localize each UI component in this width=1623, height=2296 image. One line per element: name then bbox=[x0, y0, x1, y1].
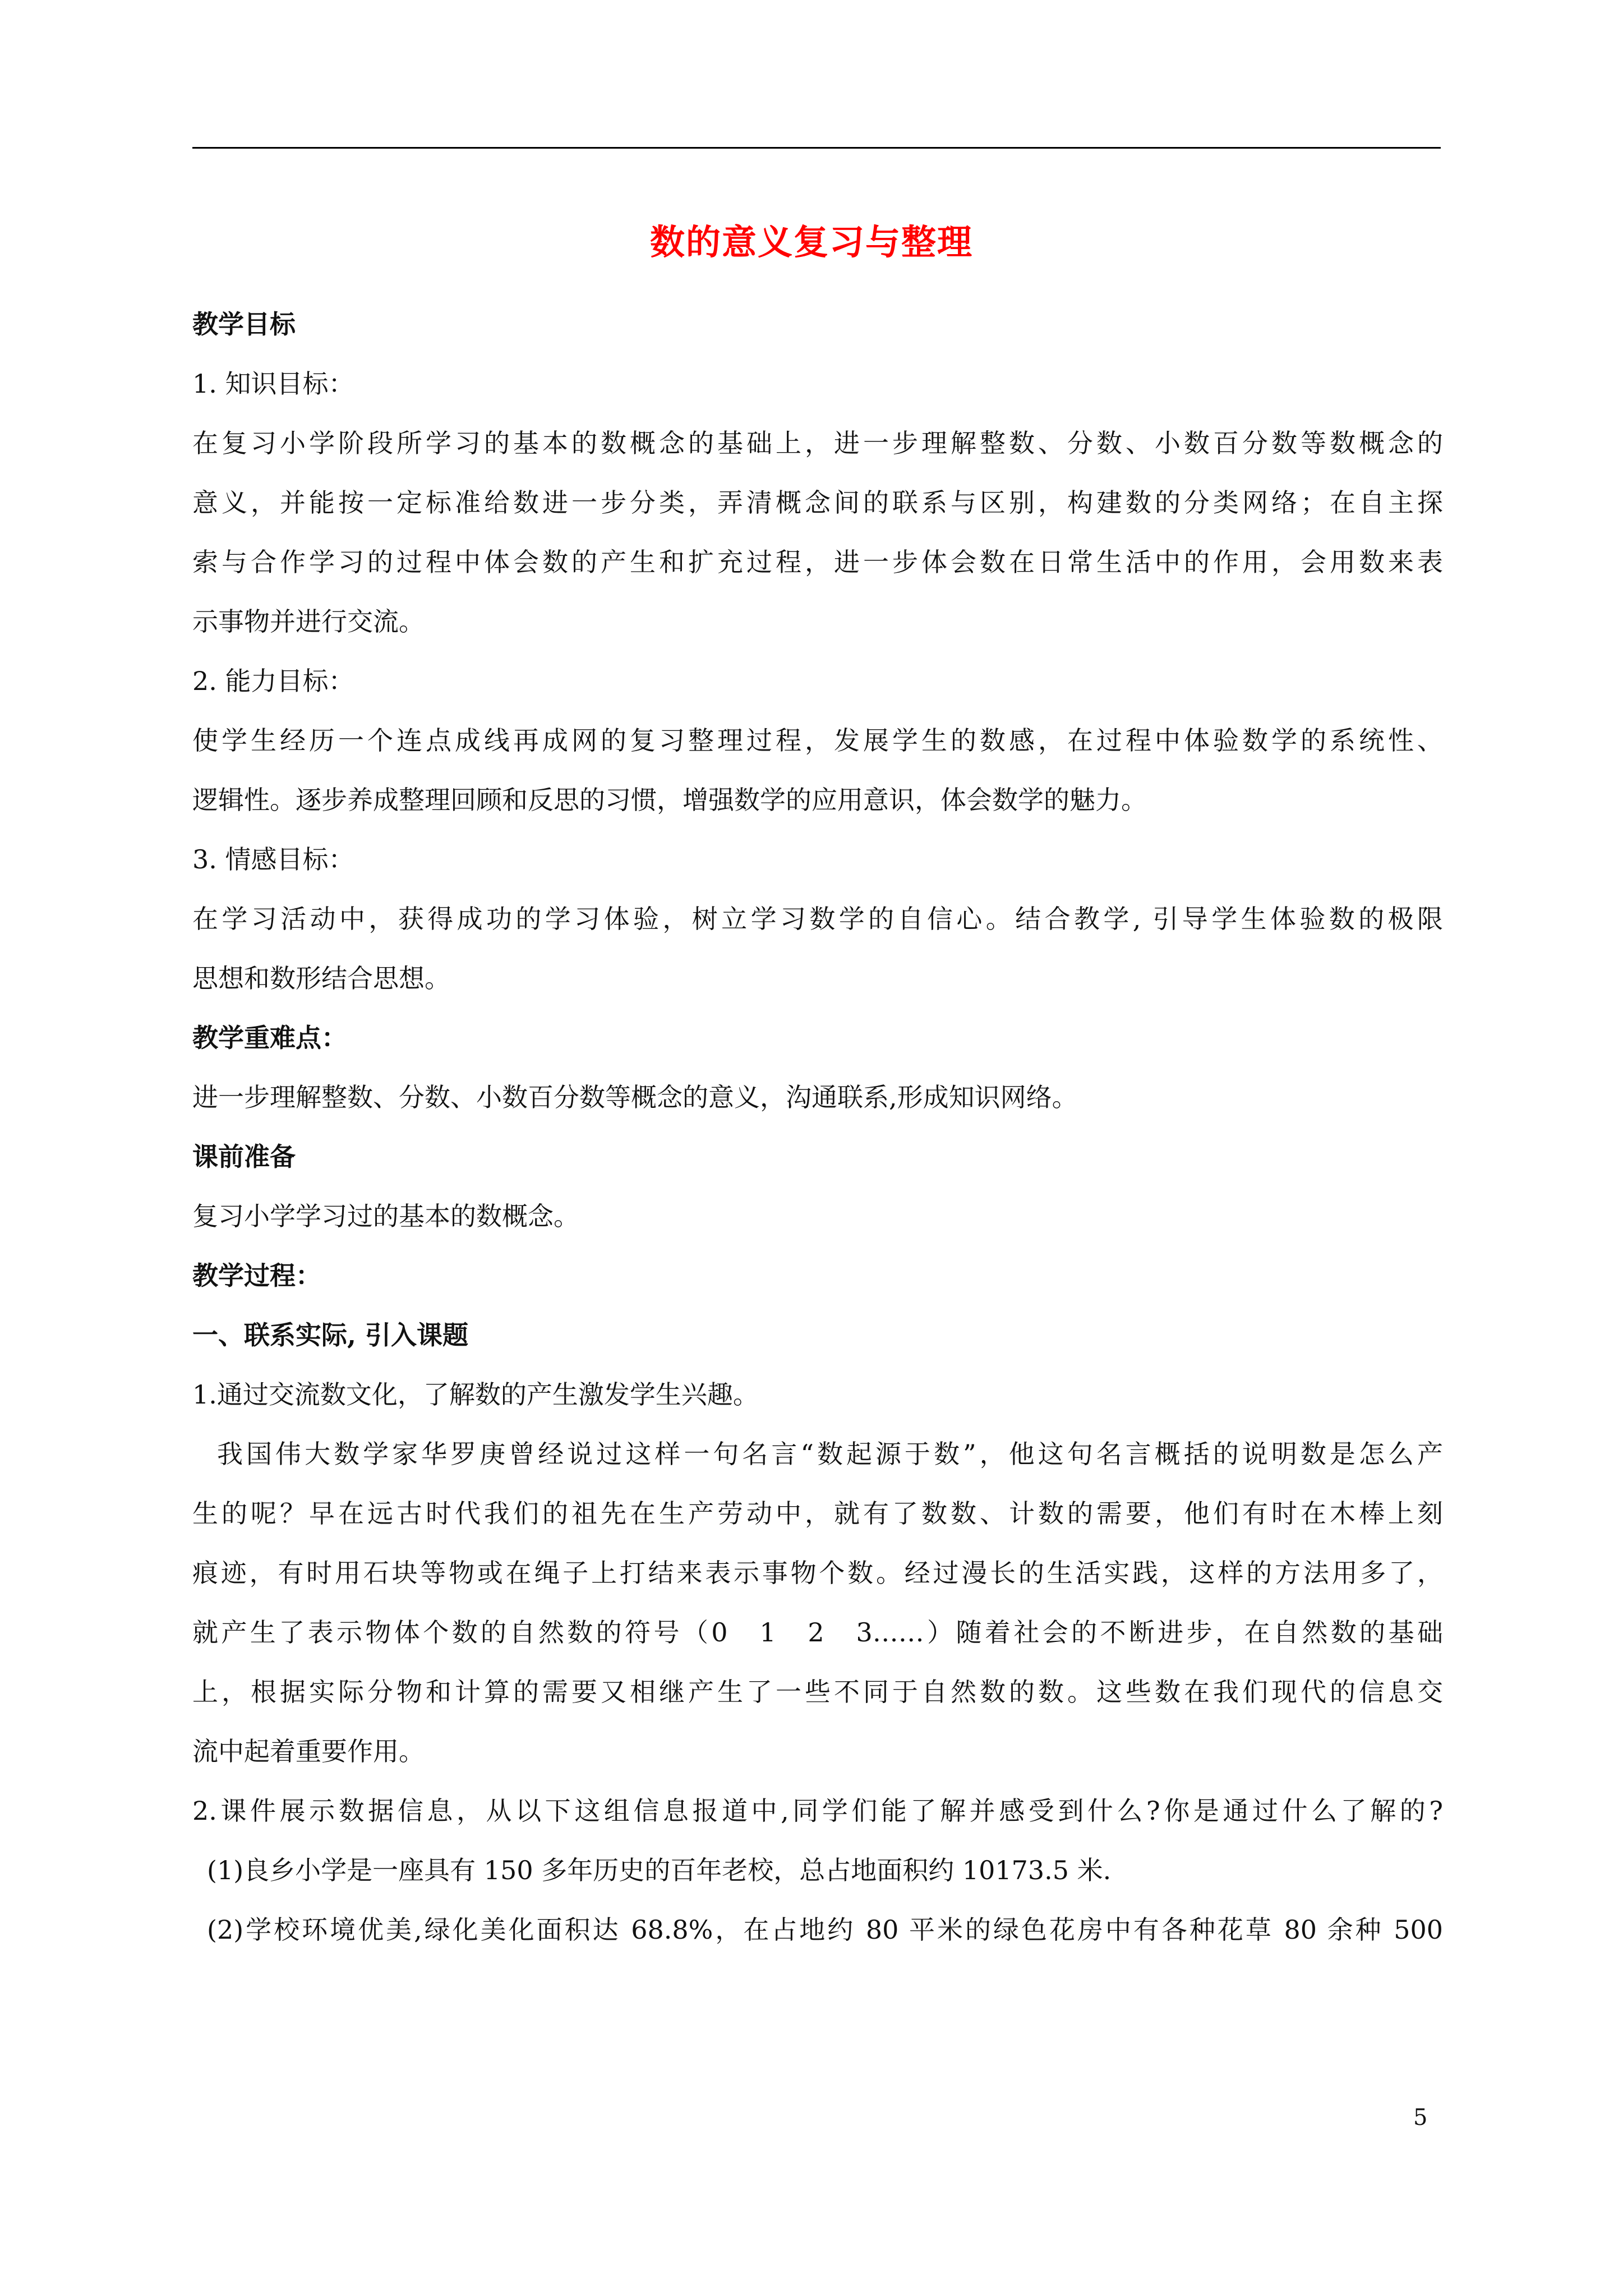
body-line: 在复习小学阶段所学习的基本的数概念的基础上，进一步理解整数、分数、小数百分数等数概念的 bbox=[192, 428, 1443, 458]
knowledge-goal-label: 1. 知识目标： bbox=[192, 369, 354, 399]
section-heading-1: 一、联系实际, 引入课题 bbox=[192, 1320, 469, 1350]
header-rule bbox=[192, 147, 1441, 149]
document-body bbox=[192, 295, 1443, 1959]
heading-teaching-process: 教学过程： bbox=[192, 1260, 321, 1291]
heading-key-points: 教学重难点： bbox=[192, 1023, 347, 1053]
body-line: 在学习活动中，获得成功的学习体验，树立学习数学的自信心。结合教学, 引导学生体验数的极限 bbox=[192, 904, 1443, 934]
heading-teaching-goals: 教学目标 bbox=[192, 309, 296, 339]
emotion-goal-label: 3. 情感目标： bbox=[192, 844, 354, 875]
body-line: 示事物并进行交流。 bbox=[192, 606, 425, 637]
ability-goal-label: 2. 能力目标： bbox=[192, 666, 354, 696]
body-line: 逻辑性。逐步养成整理回顾和反思的习惯，增强数学的应用意识，体会数学的魅力。 bbox=[192, 785, 1147, 815]
list-item: (1)良乡小学是一座具有 150 多年历史的百年老校，总占地面积约 10173.5 米. bbox=[207, 1855, 1112, 1885]
heading-preparation: 课前准备 bbox=[192, 1142, 296, 1172]
body-line: 索与合作学习的过程中体会数的产生和扩充过程，进一步体会数在日常生活中的作用，会用数来表 bbox=[192, 547, 1443, 577]
body-line: 上，根据实际分物和计算的需要又相继产生了一些不同于自然数的数。这些数在我们现代的信息交 bbox=[192, 1677, 1443, 1707]
list-item: (2)学校环境优美,绿化美化面积达 68.8%，在占地约 80 平米的绿色花房中有各种花草 80 余种 500 bbox=[207, 1915, 1443, 1945]
body-line: 思想和数形结合思想。 bbox=[192, 963, 450, 993]
body-line: 我国伟大数学家华罗庚曾经说过这样一句名言“数起源于数”，他这句名言概括的说明数是怎么产 bbox=[217, 1439, 1443, 1469]
body-line: 流中起着重要作用。 bbox=[192, 1736, 425, 1766]
body-line: 2.课件展示数据信息，从以下这组信息报道中,同学们能了解并感受到什么?你是通过什么了解的? bbox=[192, 1796, 1443, 1826]
body-line: 1.通过交流数文化，了解数的产生激发学生兴趣。 bbox=[192, 1379, 759, 1410]
document-title: 数的意义复习与整理 bbox=[649, 222, 973, 263]
body-line: 就产生了表示物体个数的自然数的符号（0 1 2 3……）随着社会的不断进步，在自然数的基础 bbox=[192, 1617, 1443, 1648]
body-line: 使学生经历一个连点成线再成网的复习整理过程，发展学生的数感，在过程中体验数学的系统性、 bbox=[192, 725, 1443, 756]
page-number: 5 bbox=[1413, 2105, 1428, 2131]
body-line: 复习小学学习过的基本的数概念。 bbox=[192, 1201, 579, 1231]
body-line: 意义，并能按一定标准给数进一步分类，弄清概念间的联系与区别，构建数的分类网络；在自主探 bbox=[192, 487, 1443, 518]
body-line: 痕迹，有时用石块等物或在绳子上打结来表示事物个数。经过漫长的生活实践，这样的方法用多了， bbox=[192, 1558, 1443, 1588]
body-line: 进一步理解整数、分数、小数百分数等概念的意义，沟通联系,形成知识网络。 bbox=[192, 1082, 1078, 1112]
body-line: 生的呢？早在远古时代我们的祖先在生产劳动中，就有了数数、计数的需要，他们有时在木棒上刻 bbox=[192, 1498, 1443, 1529]
